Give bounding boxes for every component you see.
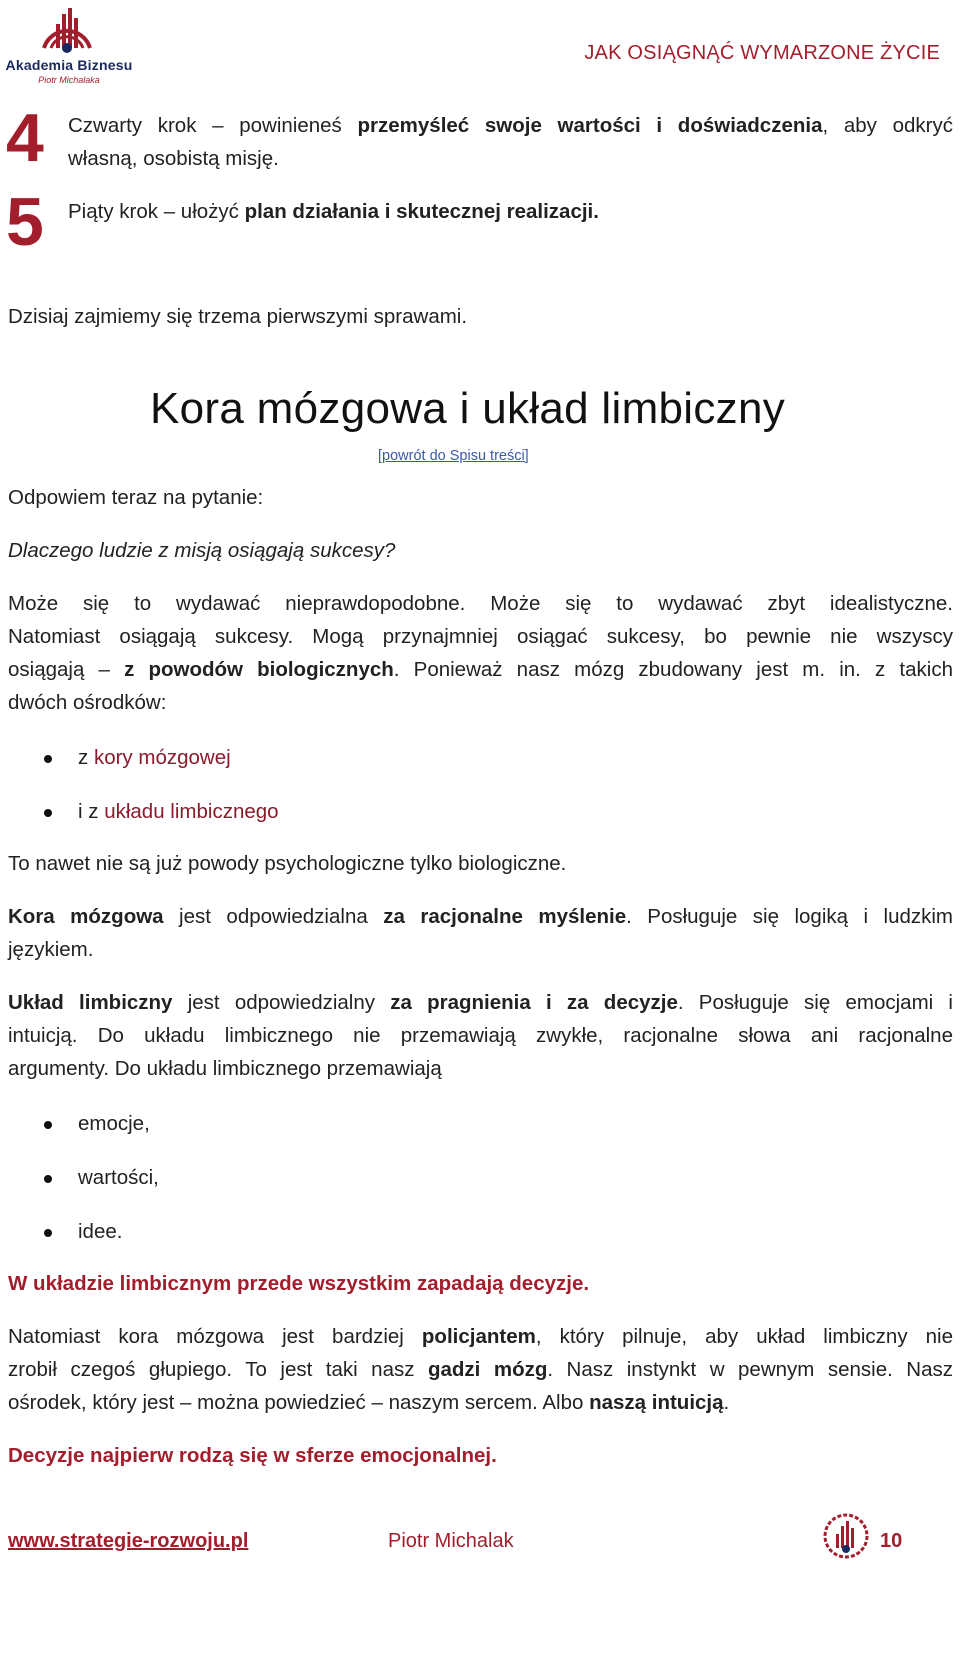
paragraph-4-line-1: Układ limbiczny jest odpowiedzialny za pragnienia i za decyzje. Posługuje się emocjami i bbox=[8, 991, 953, 1014]
paragraph-6-line-2: zrobił czegoś głupiego. To jest taki nasz gadzi mózg. Nasz instynkt w pewnym sensie. Nasz bbox=[8, 1358, 953, 1381]
paragraph-3-line-1: Kora mózgowa jest odpowiedzialna za racjonalne myślenie. Posługuje się logiką i ludzkim bbox=[8, 905, 954, 928]
paragraph-1-line-2: Natomiast osiągają sukcesy. Mogą przynajmniej osiągać sukcesy, bo pewnie nie wszyscy bbox=[8, 625, 953, 648]
paragraph-4-line-2: intuicją. Do układu limbicznego nie przemawiają zwykłe, racjonalne słowa ani racjonalne bbox=[8, 1024, 953, 1047]
intro-paragraph: Dzisiaj zajmiemy się trzema pierwszymi sprawami. bbox=[8, 305, 468, 328]
step-5-text: Piąty krok – ułożyć plan działania i skutecznej realizacji. bbox=[68, 200, 599, 223]
list-item: emocje, bbox=[78, 1112, 150, 1135]
question-text: Dlaczego ludzie z misją osiągają sukcesy? bbox=[8, 539, 396, 562]
paragraph-6-line-3: ośrodek, który jest – można powiedzieć – naszym sercem. Albo naszą intuicją. bbox=[8, 1391, 730, 1414]
step-number-4: 4 bbox=[6, 100, 44, 176]
logo-emblem-icon bbox=[38, 4, 96, 54]
logo-name: Akademia Biznesu bbox=[5, 57, 133, 73]
running-header-title: JAK OSIĄGNĄĆ WYMARZONE ŻYCIE bbox=[584, 42, 940, 64]
bullet-icon bbox=[44, 1229, 52, 1237]
paragraph-3-line-2: językiem. bbox=[8, 938, 94, 961]
paragraph-5-emphasis: W układzie limbicznym przede wszystkim zapadają decyzje. bbox=[8, 1272, 590, 1295]
paragraph-2: To nawet nie są już powody psychologiczne tylko biologiczne. bbox=[8, 852, 567, 875]
paragraph-6-line-1: Natomiast kora mózgowa jest bardziej policjantem, który pilnuje, aby układ limbiczny nie bbox=[8, 1325, 953, 1348]
list-item: wartości, bbox=[78, 1166, 159, 1189]
list-item: idee. bbox=[78, 1220, 123, 1243]
bullet-icon bbox=[44, 1121, 52, 1129]
list-item: z kory mózgowej bbox=[78, 746, 231, 769]
bullet-icon bbox=[44, 809, 52, 817]
page-number: 10 bbox=[880, 1530, 903, 1552]
back-to-toc-link[interactable]: [powrót do Spisu treści] bbox=[378, 448, 529, 464]
paragraph-1-line-3: osiągają – z powodów biologicznych. Ponieważ nasz mózg zbudowany jest m. in. z takich bbox=[8, 658, 953, 681]
logo-subtitle: Piotr Michalaka bbox=[38, 75, 100, 85]
step-4-line-2: własną, osobistą misję. bbox=[68, 147, 279, 170]
paragraph-1-line-4: dwóch ośrodków: bbox=[8, 691, 167, 714]
paragraph-7-emphasis: Decyzje najpierw rodzą się w sferze emocjonalnej. bbox=[8, 1444, 497, 1467]
bullet-icon bbox=[44, 755, 52, 763]
step-4-line-1: Czwarty krok – powinieneś przemyśleć swoje wartości i doświadczenia, aby odkryć bbox=[68, 114, 953, 137]
bullet-icon bbox=[44, 1175, 52, 1183]
footer-author: Piotr Michalak bbox=[388, 1530, 514, 1552]
list-item: i z układu limbicznego bbox=[78, 800, 279, 823]
paragraph-1-line-1: Może się to wydawać nieprawdopodobne. Może się to wydawać zbyt idealistyczne. bbox=[8, 592, 953, 615]
footer-website-link[interactable]: www.strategie-rozwoju.pl bbox=[8, 1530, 249, 1552]
footer-logo-emblem-icon bbox=[822, 1512, 870, 1560]
step-number-5: 5 bbox=[6, 184, 44, 260]
paragraph-4-line-3: argumenty. Do układu limbicznego przemawiają bbox=[8, 1057, 442, 1080]
answer-intro: Odpowiem teraz na pytanie: bbox=[8, 486, 264, 509]
section-heading: Kora mózgowa i układ limbiczny bbox=[150, 384, 786, 433]
